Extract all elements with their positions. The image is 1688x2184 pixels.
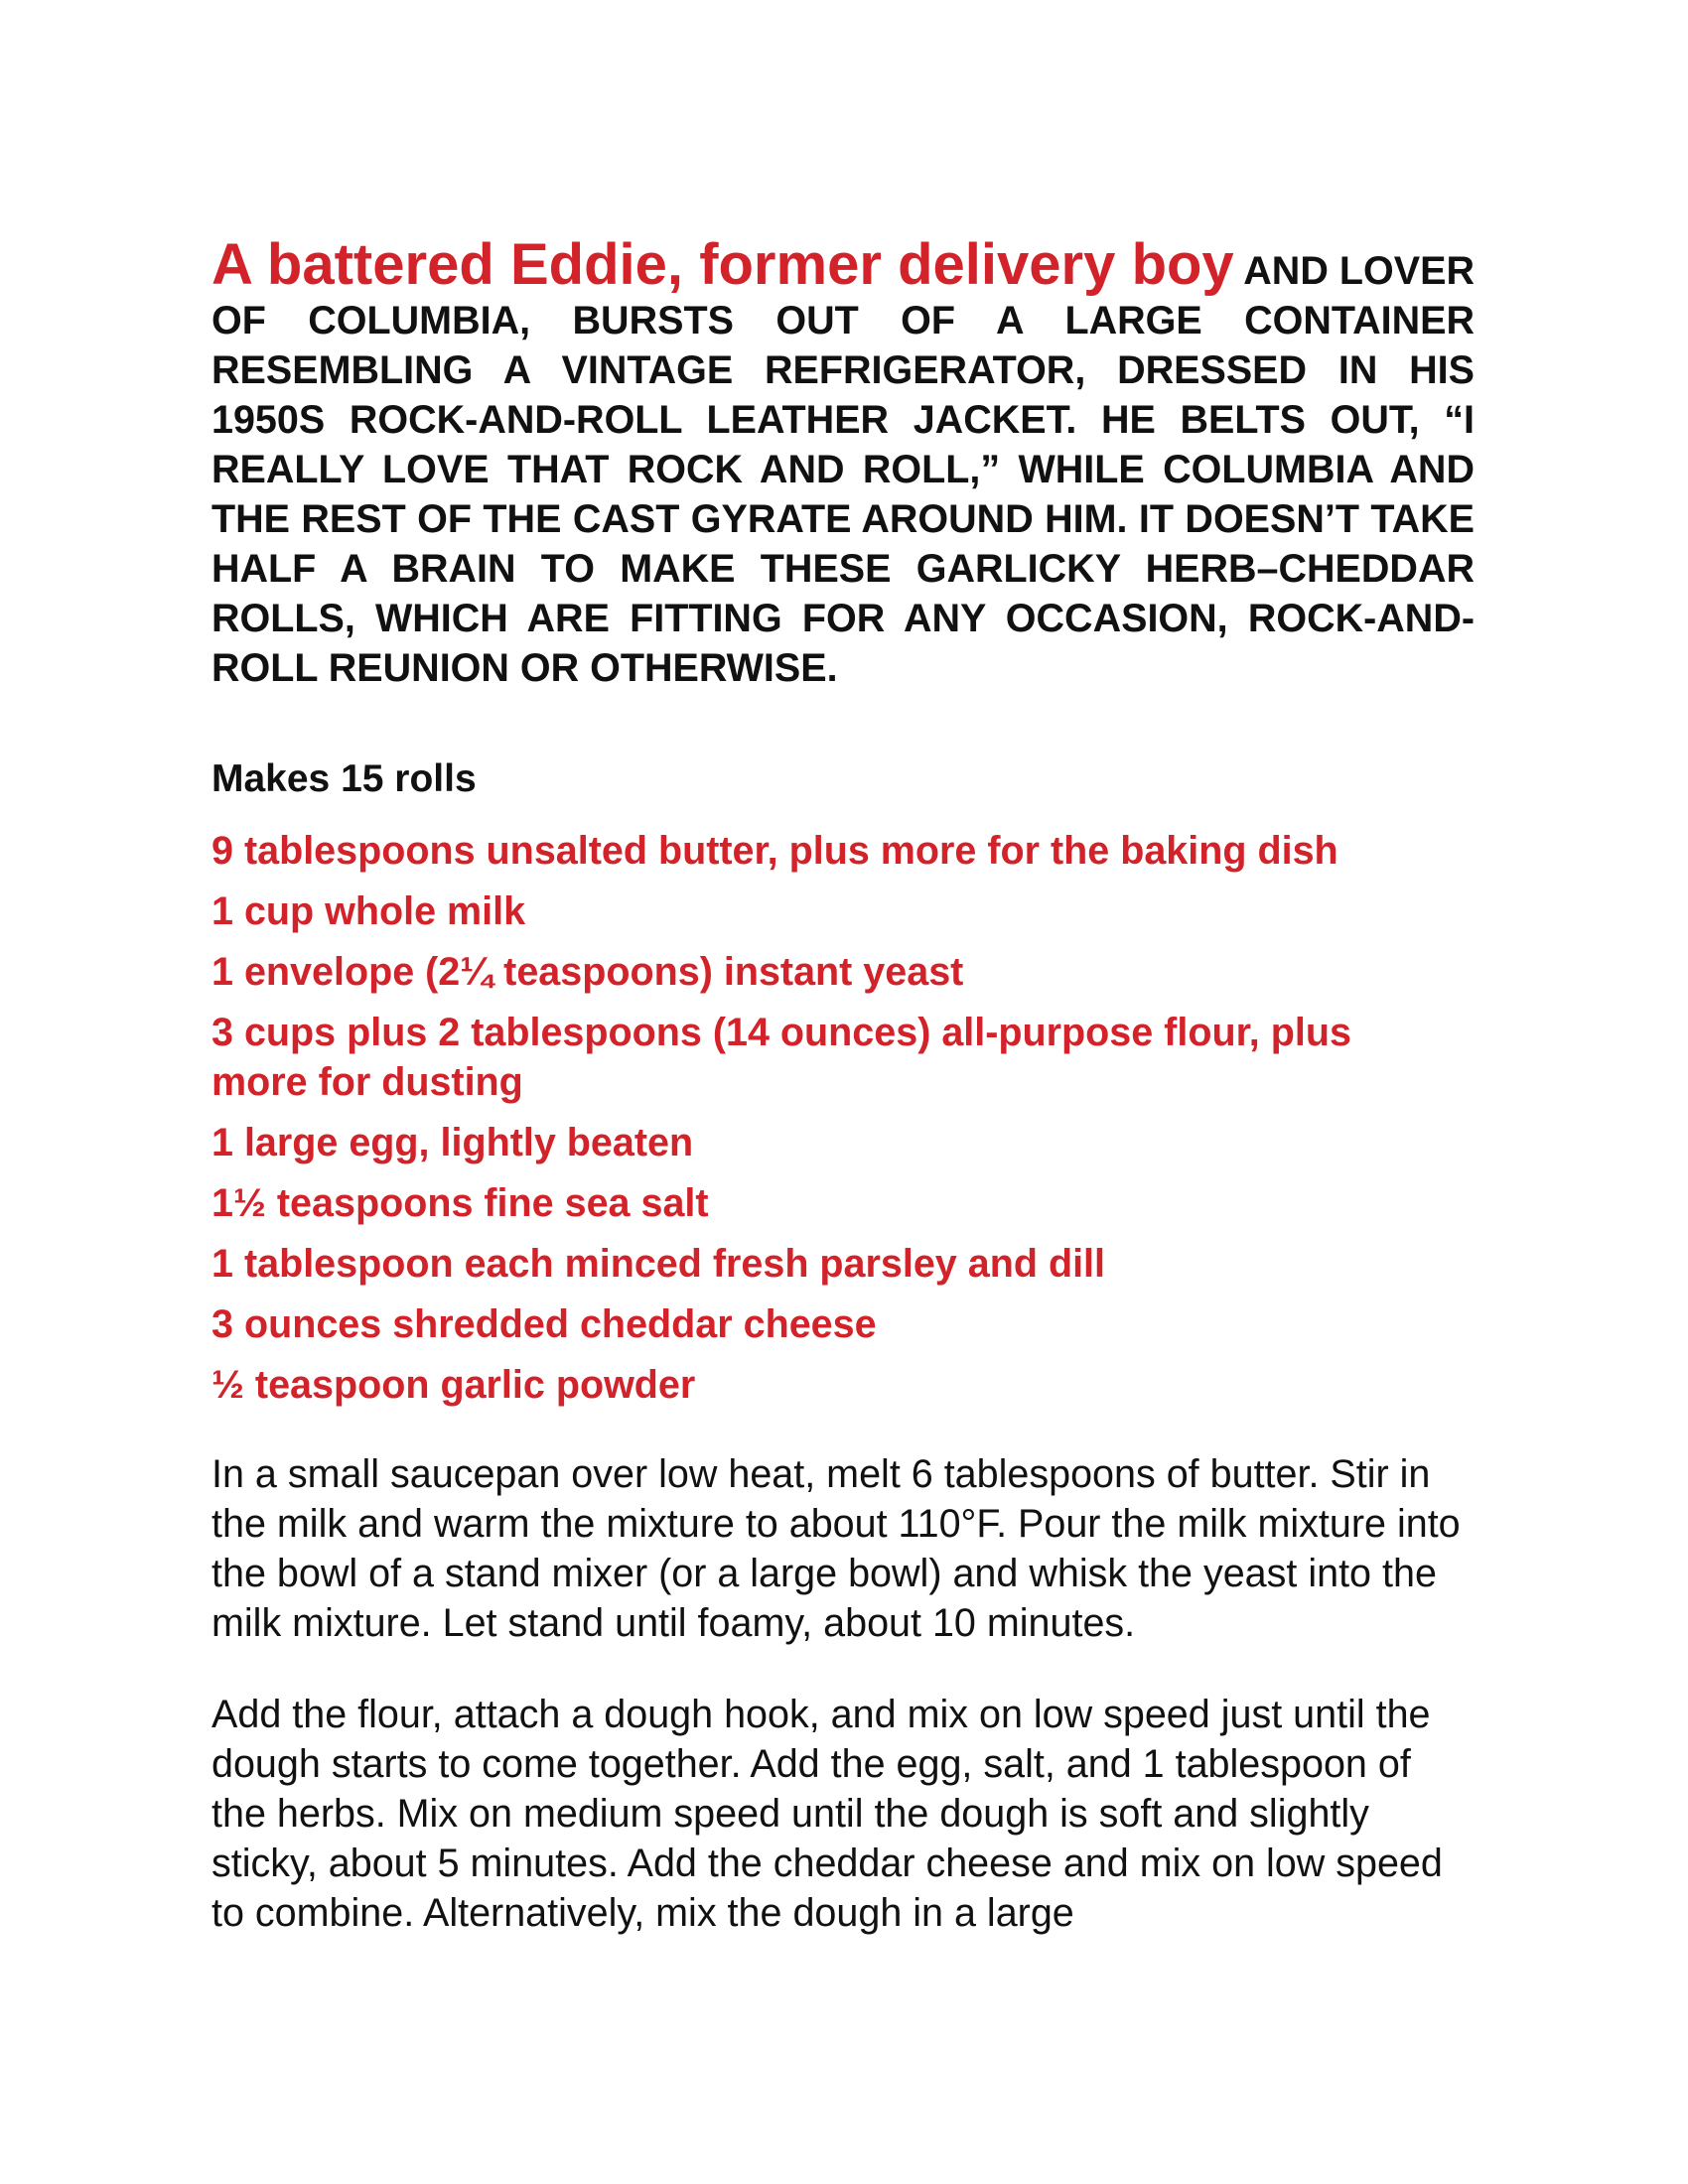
intro-text: AND LOVER OF COLUMBIA, BURSTS OUT OF A LARGE CONTAINER RESEMBLING A VINTAGE REFRIGERATOR, DRESSED IN HIS 1950S ROCK-AND-ROLL LEATHER JACKET. HE BELTS OUT, “I REALLY LOVE THAT ROCK AND ROLL,” WHILE COLUMBIA AND THE REST OF THE CAST GYRATE AROUND HIM. IT DOESN’T TAKE HALF A BRAIN TO MAKE THESE GARLICKY HERB–CHEDDAR ROLLS, WHICH ARE FITTING FOR ANY OCCASION, ROCK-AND-ROLL REUNION OR OTHERWISE. bbox=[211, 249, 1475, 690]
ingredient-item: 1½ teaspoons fine sea salt bbox=[211, 1181, 709, 1225]
intro-lead: A battered Eddie, former delivery boy bbox=[211, 232, 1234, 297]
recipe-intro bbox=[211, 232, 1475, 693]
ingredient-item: 1 large egg, lightly beaten bbox=[211, 1121, 694, 1164]
ingredient-item: 3 cups plus 2 tablespoons (14 ounces) all-purpose flour, plus more for dusting bbox=[211, 1011, 1351, 1104]
method-step: In a small saucepan over low heat, melt 6 tablespoons of butter. Stir in the milk and warm the mixture to about 110°F. Pour the milk mixture into the bowl of a stand mixer (or a large bowl) and whisk the yeast into the milk mixture. Let stand until foamy, about 10 minutes. bbox=[211, 1452, 1461, 1645]
method-step: Add the flour, attach a dough hook, and mix on low speed just until the dough starts to come together. Add the egg, salt, and 1 tablespoon of the herbs. Mix on medium speed until the dough is soft and slightly sticky, about 5 minutes. Add the cheddar cheese and mix on low speed to combine. Alternatively, mix the dough in a large bbox=[211, 1693, 1443, 1935]
ingredient-item: 1 tablespoon each minced fresh parsley and dill bbox=[211, 1242, 1105, 1286]
recipe-page bbox=[211, 232, 1475, 1938]
ingredient-item: 1 envelope (2¼ teaspoons) instant yeast bbox=[211, 950, 964, 994]
ingredient-item: 3 ounces shredded cheddar cheese bbox=[211, 1302, 877, 1346]
ingredient-list bbox=[211, 826, 1475, 1410]
ingredient-item: 9 tablespoons unsalted butter, plus more for the baking dish bbox=[211, 829, 1338, 873]
ingredient-item: 1 cup whole milk bbox=[211, 889, 526, 933]
recipe-yield: Makes 15 rolls bbox=[211, 757, 477, 800]
ingredient-item: ½ teaspoon garlic powder bbox=[211, 1363, 696, 1407]
